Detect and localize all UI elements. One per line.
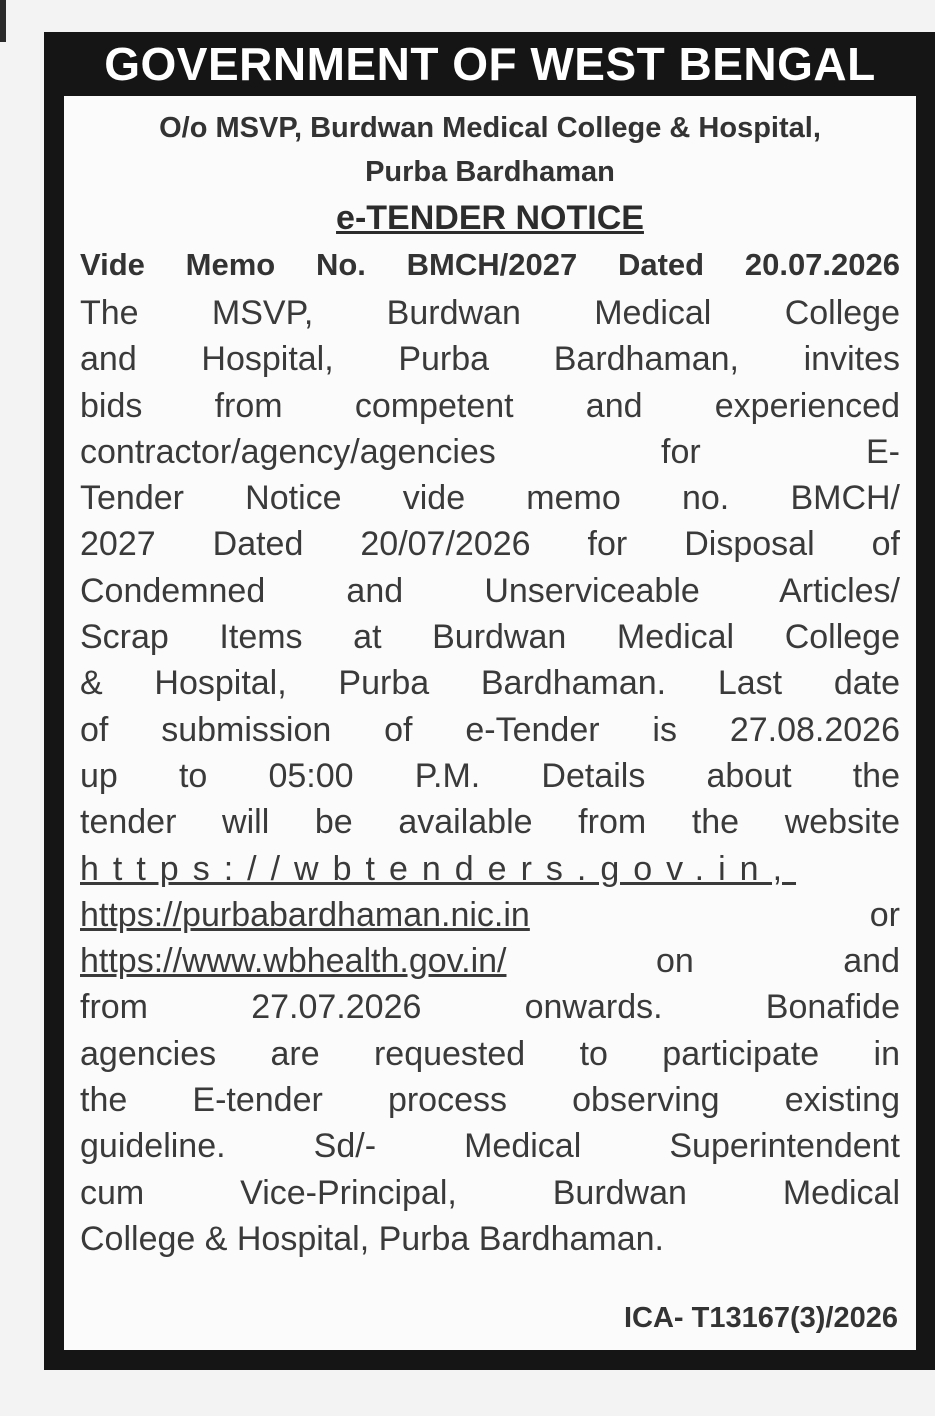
text-line: Scrap Items at Burdwan Medical College: [80, 618, 900, 657]
text-line: contractor/agency/agencies for E-: [80, 432, 900, 471]
notice-text: [80, 290, 900, 1262]
text-line: 2027 Dated 20/07/2026 for Disposal of: [80, 525, 900, 564]
text-line: & Hospital, Purba Bardhaman. Last date: [80, 664, 900, 703]
text-line: the E-tender process observing existing: [80, 1081, 900, 1120]
or-text: or: [869, 895, 900, 934]
ica-reference: ICA- T13167(3)/2026: [623, 1302, 898, 1334]
office-name-line2: Purba Bardhaman: [365, 156, 615, 188]
text-line-link1: [80, 846, 900, 892]
text-line: The MSVP, Burdwan Medical College: [80, 294, 900, 332]
on-and-text: on and: [655, 942, 900, 981]
text-line: Condemned and Unserviceable Articles/: [80, 571, 900, 610]
text-line: up to 05:00 P.M. Details about the: [80, 756, 900, 795]
text-line: Tender Notice vide memo no. BMCH/: [80, 479, 900, 518]
text-line: of submission of e-Tender is 27.08.2026: [80, 710, 900, 749]
text-line: tender will be available from the website: [80, 803, 900, 842]
memo-reference: Vide Memo No. BMCH/2027 Dated 20.07.2026: [80, 247, 900, 282]
text-line: College & Hospital, Purba Bardhaman.: [80, 1219, 664, 1258]
tender-notice: [44, 32, 935, 1370]
text-line: bids from competent and experienced: [80, 386, 900, 425]
text-line: and Hospital, Purba Bardhaman, invites: [80, 340, 900, 379]
page-edge-mark: [0, 0, 6, 42]
text-line-link3: [80, 938, 900, 984]
notice-title: e-TENDER NOTICE: [336, 199, 644, 237]
notice-body: [64, 96, 916, 1350]
purbabardhaman-link[interactable]: https://purbabardhaman.nic.in: [80, 895, 530, 934]
office-name-line1: O/o MSVP, Burdwan Medical College & Hospital,: [159, 112, 821, 144]
text-line-link2: [80, 892, 900, 938]
text-line: agencies are requested to participate in: [80, 1034, 900, 1073]
text-line: guideline. Sd/- Medical Superintendent: [80, 1127, 900, 1166]
wbtenders-link[interactable]: https://wbtenders.gov.in,: [80, 849, 797, 888]
text-line: from 27.07.2026 onwards. Bonafide: [80, 988, 900, 1027]
notice-header: GOVERNMENT OF WEST BENGAL: [104, 38, 876, 90]
wbhealth-link[interactable]: https://www.wbhealth.gov.in/: [80, 942, 507, 981]
text-line: cum Vice-Principal, Burdwan Medical: [80, 1173, 900, 1212]
